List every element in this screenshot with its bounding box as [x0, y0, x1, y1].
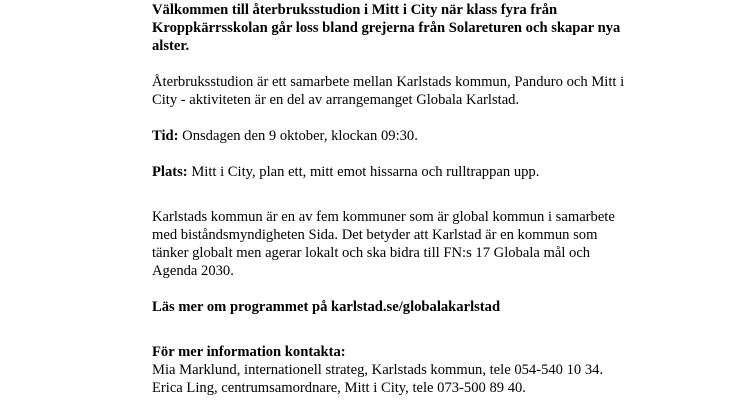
place-value: Mitt i City, plan ett, mitt emot hissarna och rulltrappan upp.	[187, 164, 540, 180]
contact-block	[152, 343, 632, 397]
global-municipality-paragraph: Karlstads kommun är en av fem kommuner som är global kommun i samarbete med biståndsmyndigheten Sida. Det betyder att Karlstad är en kommun som tänker globalt men agerar lokalt och ska bidra till FN:s 17 Globala mål och Agenda 2030.	[152, 209, 615, 279]
time-value: Onsdagen den 9 oktober, klockan 09:30.	[178, 128, 418, 144]
press-release-document	[152, 1, 632, 397]
contact-heading: För mer information kontakta:	[152, 344, 346, 360]
contact-line: Mia Marklund, internationell strateg, Karlstads kommun, tele 054-540 10 34.	[152, 362, 604, 378]
collaboration-paragraph: Återbruksstudion är ett samarbete mellan Karlstads kommun, Panduro och Mitt i City - aktiviteten är en del av arrangemanget Globala Karlstad.	[152, 74, 625, 108]
intro-paragraph: Välkommen till återbruksstudion i Mitt i City när klass fyra från Kroppkärrsskolan går loss bland grejerna från Solareturen och skapar nya alster.	[152, 2, 621, 54]
read-more-line	[152, 298, 632, 316]
place-label: Plats:	[152, 164, 188, 180]
place-paragraph	[152, 163, 632, 181]
time-label: Tid:	[152, 128, 179, 144]
contact-line: Erica Ling, centrumsamordnare, Mitt i City, tele 073-500 89 40.	[152, 380, 526, 396]
read-more-text: Läs mer om programmet på karlstad.se/globalakarlstad	[152, 299, 501, 315]
time-paragraph	[152, 127, 632, 145]
